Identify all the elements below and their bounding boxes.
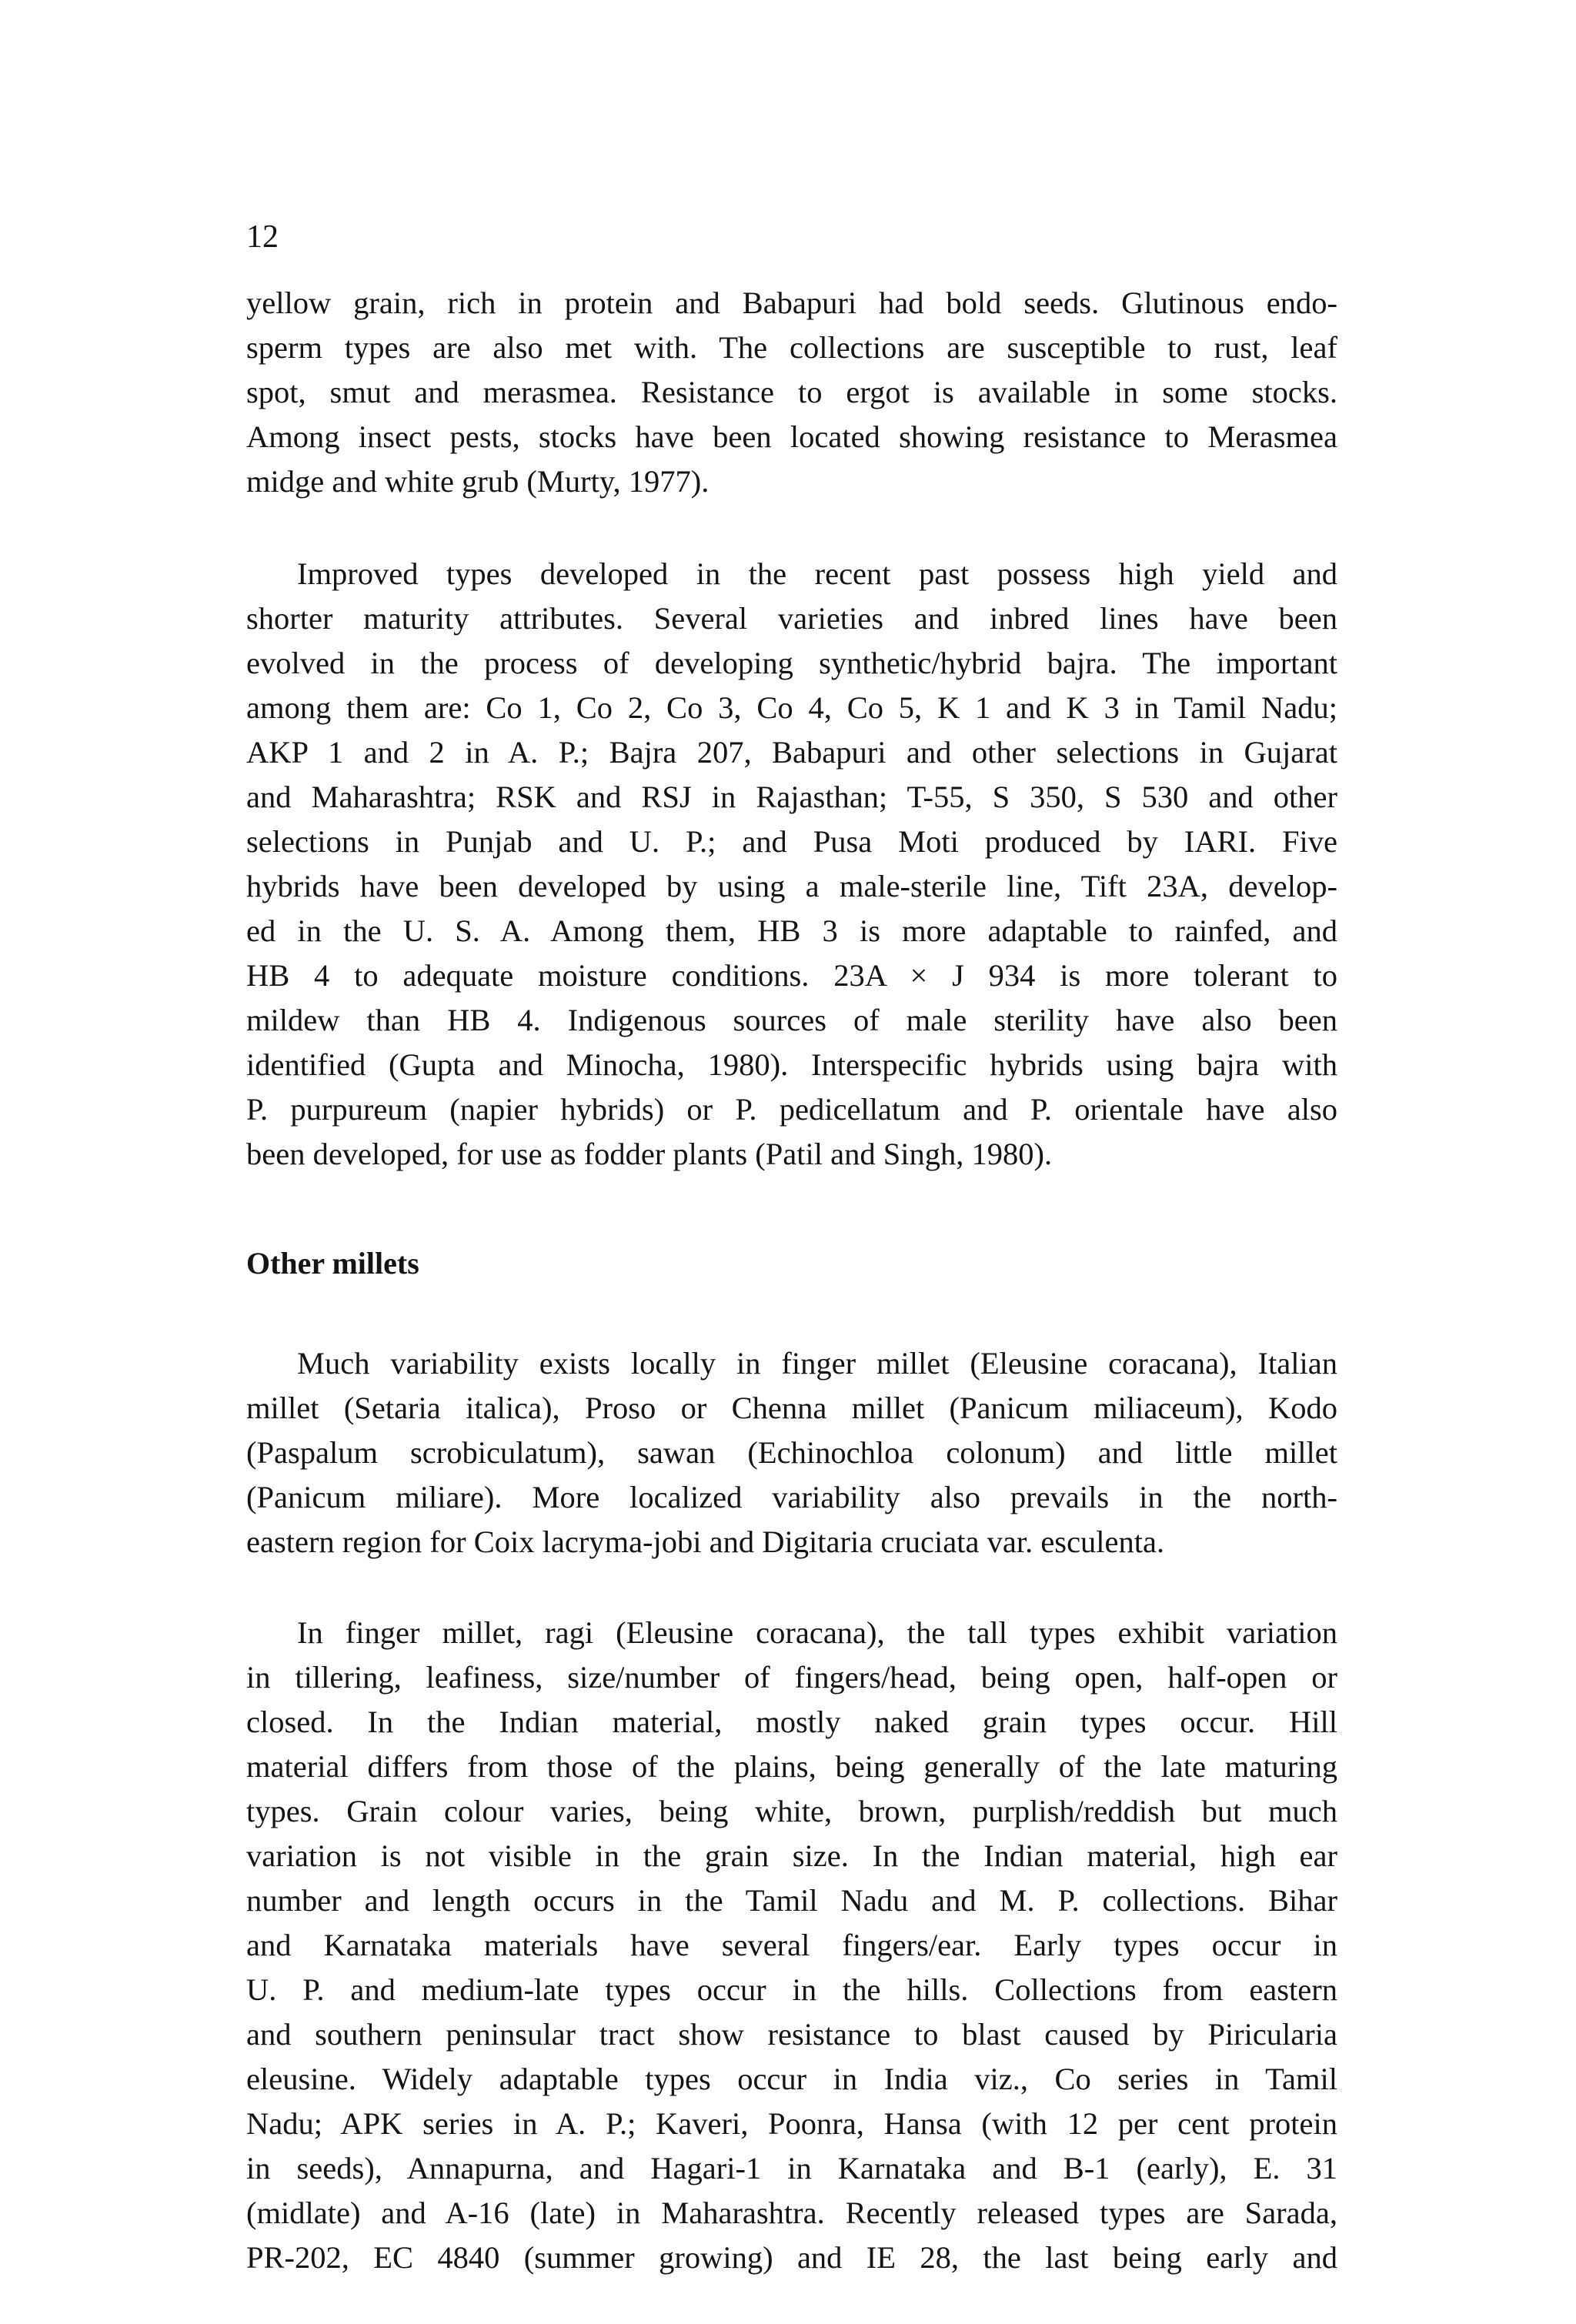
text-line: identified (Gupta and Minocha, 1980). Interspecific hybrids using bajra with [246, 1047, 1337, 1082]
text-line: Nadu; APK series in A. P.; Kaveri, Poonra, Hansa (with 12 per cent protein [246, 2106, 1337, 2141]
text-line: HB 4 to adequate moisture conditions. 23A × J 934 is more tolerant to [246, 958, 1337, 993]
section-heading: Other millets [246, 1246, 419, 1281]
text-line: been developed, for use as fodder plants (Patil and Singh, 1980). [246, 1137, 1053, 1171]
text-line: and southern peninsular tract show resistance to blast caused by Piricularia [246, 2017, 1337, 2052]
text-line: millet (Setaria italica), Proso or Chenna millet (Panicum miliaceum), Kodo [246, 1391, 1337, 1425]
text-line: number and length occurs in the Tamil Nadu and M. P. collections. Bihar [246, 1883, 1337, 1918]
text-line: spot, smut and merasmea. Resistance to ergot is available in some stocks. [246, 375, 1337, 409]
text-line: in tillering, leafiness, size/number of fingers/head, being open, half-open or [246, 1660, 1337, 1695]
text-line: eastern region for Coix lacryma-jobi and Digitaria cruciata var. esculenta. [246, 1524, 1165, 1559]
text-line: (Panicum miliare). More localized variability also prevails in the north- [246, 1480, 1337, 1514]
text-line: in seeds), Annapurna, and Hagari-1 in Karnataka and B-1 (early), E. 31 [246, 2151, 1337, 2185]
text-line: evolved in the process of developing synthetic/hybrid bajra. The important [246, 646, 1337, 680]
text-line: P. purpureum (napier hybrids) or P. pedicellatum and P. orientale have also [246, 1092, 1337, 1127]
text-line: mildew than HB 4. Indigenous sources of male sterility have also been [246, 1003, 1337, 1037]
text-line: selections in Punjab and U. P.; and Pusa Moti produced by IARI. Five [246, 824, 1337, 859]
text-line: yellow grain, rich in protein and Babapuri had bold seeds. Glutinous endo- [246, 285, 1337, 320]
text-line: (midlate) and A-16 (late) in Maharashtra. Recently released types are Sarada, [246, 2195, 1337, 2230]
text-line: Improved types developed in the recent past possess high yield and [297, 556, 1337, 591]
text-line: eleusine. Widely adaptable types occur in India viz., Co series in Tamil [246, 2062, 1337, 2096]
text-line: AKP 1 and 2 in A. P.; Bajra 207, Babapuri and other selections in Gujarat [246, 735, 1337, 770]
text-line: and Karnataka materials have several fingers/ear. Early types occur in [246, 1928, 1337, 1962]
text-line: PR-202, EC 4840 (summer growing) and IE 28, the last being early and [246, 2240, 1337, 2275]
paragraph-improved-types [246, 552, 1337, 1177]
text-line: U. P. and medium-late types occur in the hills. Collections from eastern [246, 1972, 1337, 2007]
text-line: Among insect pests, stocks have been located showing resistance to Merasmea [246, 419, 1337, 454]
text-line: material differs from those of the plains, being generally of the late maturing [246, 1749, 1337, 1784]
text-line: variation is not visible in the grain size. In the Indian material, high ear [246, 1838, 1337, 1873]
text-line: among them are: Co 1, Co 2, Co 3, Co 4, Co 5, K 1 and K 3 in Tamil Nadu; [246, 690, 1337, 725]
text-line: In finger millet, ragi (Eleusine coracana), the tall types exhibit variation [297, 1615, 1337, 1650]
text-line: shorter maturity attributes. Several varieties and inbred lines have been [246, 601, 1337, 636]
text-line: ed in the U. S. A. Among them, HB 3 is more adaptable to rainfed, and [246, 913, 1337, 948]
text-line: Much variability exists locally in finger millet (Eleusine coracana), Italian [297, 1346, 1337, 1381]
text-line: sperm types are also met with. The collections are susceptible to rust, leaf [246, 330, 1337, 365]
page-body [246, 281, 1337, 2280]
text-line: types. Grain colour varies, being white, brown, purplish/reddish but much [246, 1794, 1337, 1828]
paragraph-finger-millet [246, 1611, 1337, 2280]
text-line: (Paspalum scrobiculatum), sawan (Echinochloa colonum) and little millet [246, 1435, 1337, 1470]
page-number: 12 [246, 219, 279, 255]
text-line: closed. In the Indian material, mostly naked grain types occur. Hill [246, 1705, 1337, 1739]
text-line: and Maharashtra; RSK and RSJ in Rajasthan; T-55, S 350, S 530 and other [246, 780, 1337, 814]
paragraph-grain-traits [246, 281, 1337, 504]
text-line: hybrids have been developed by using a male-sterile line, Tift 23A, develop- [246, 869, 1337, 903]
text-line: midge and white grub (Murty, 1977). [246, 464, 710, 499]
paragraph-other-millets [246, 1341, 1337, 1564]
